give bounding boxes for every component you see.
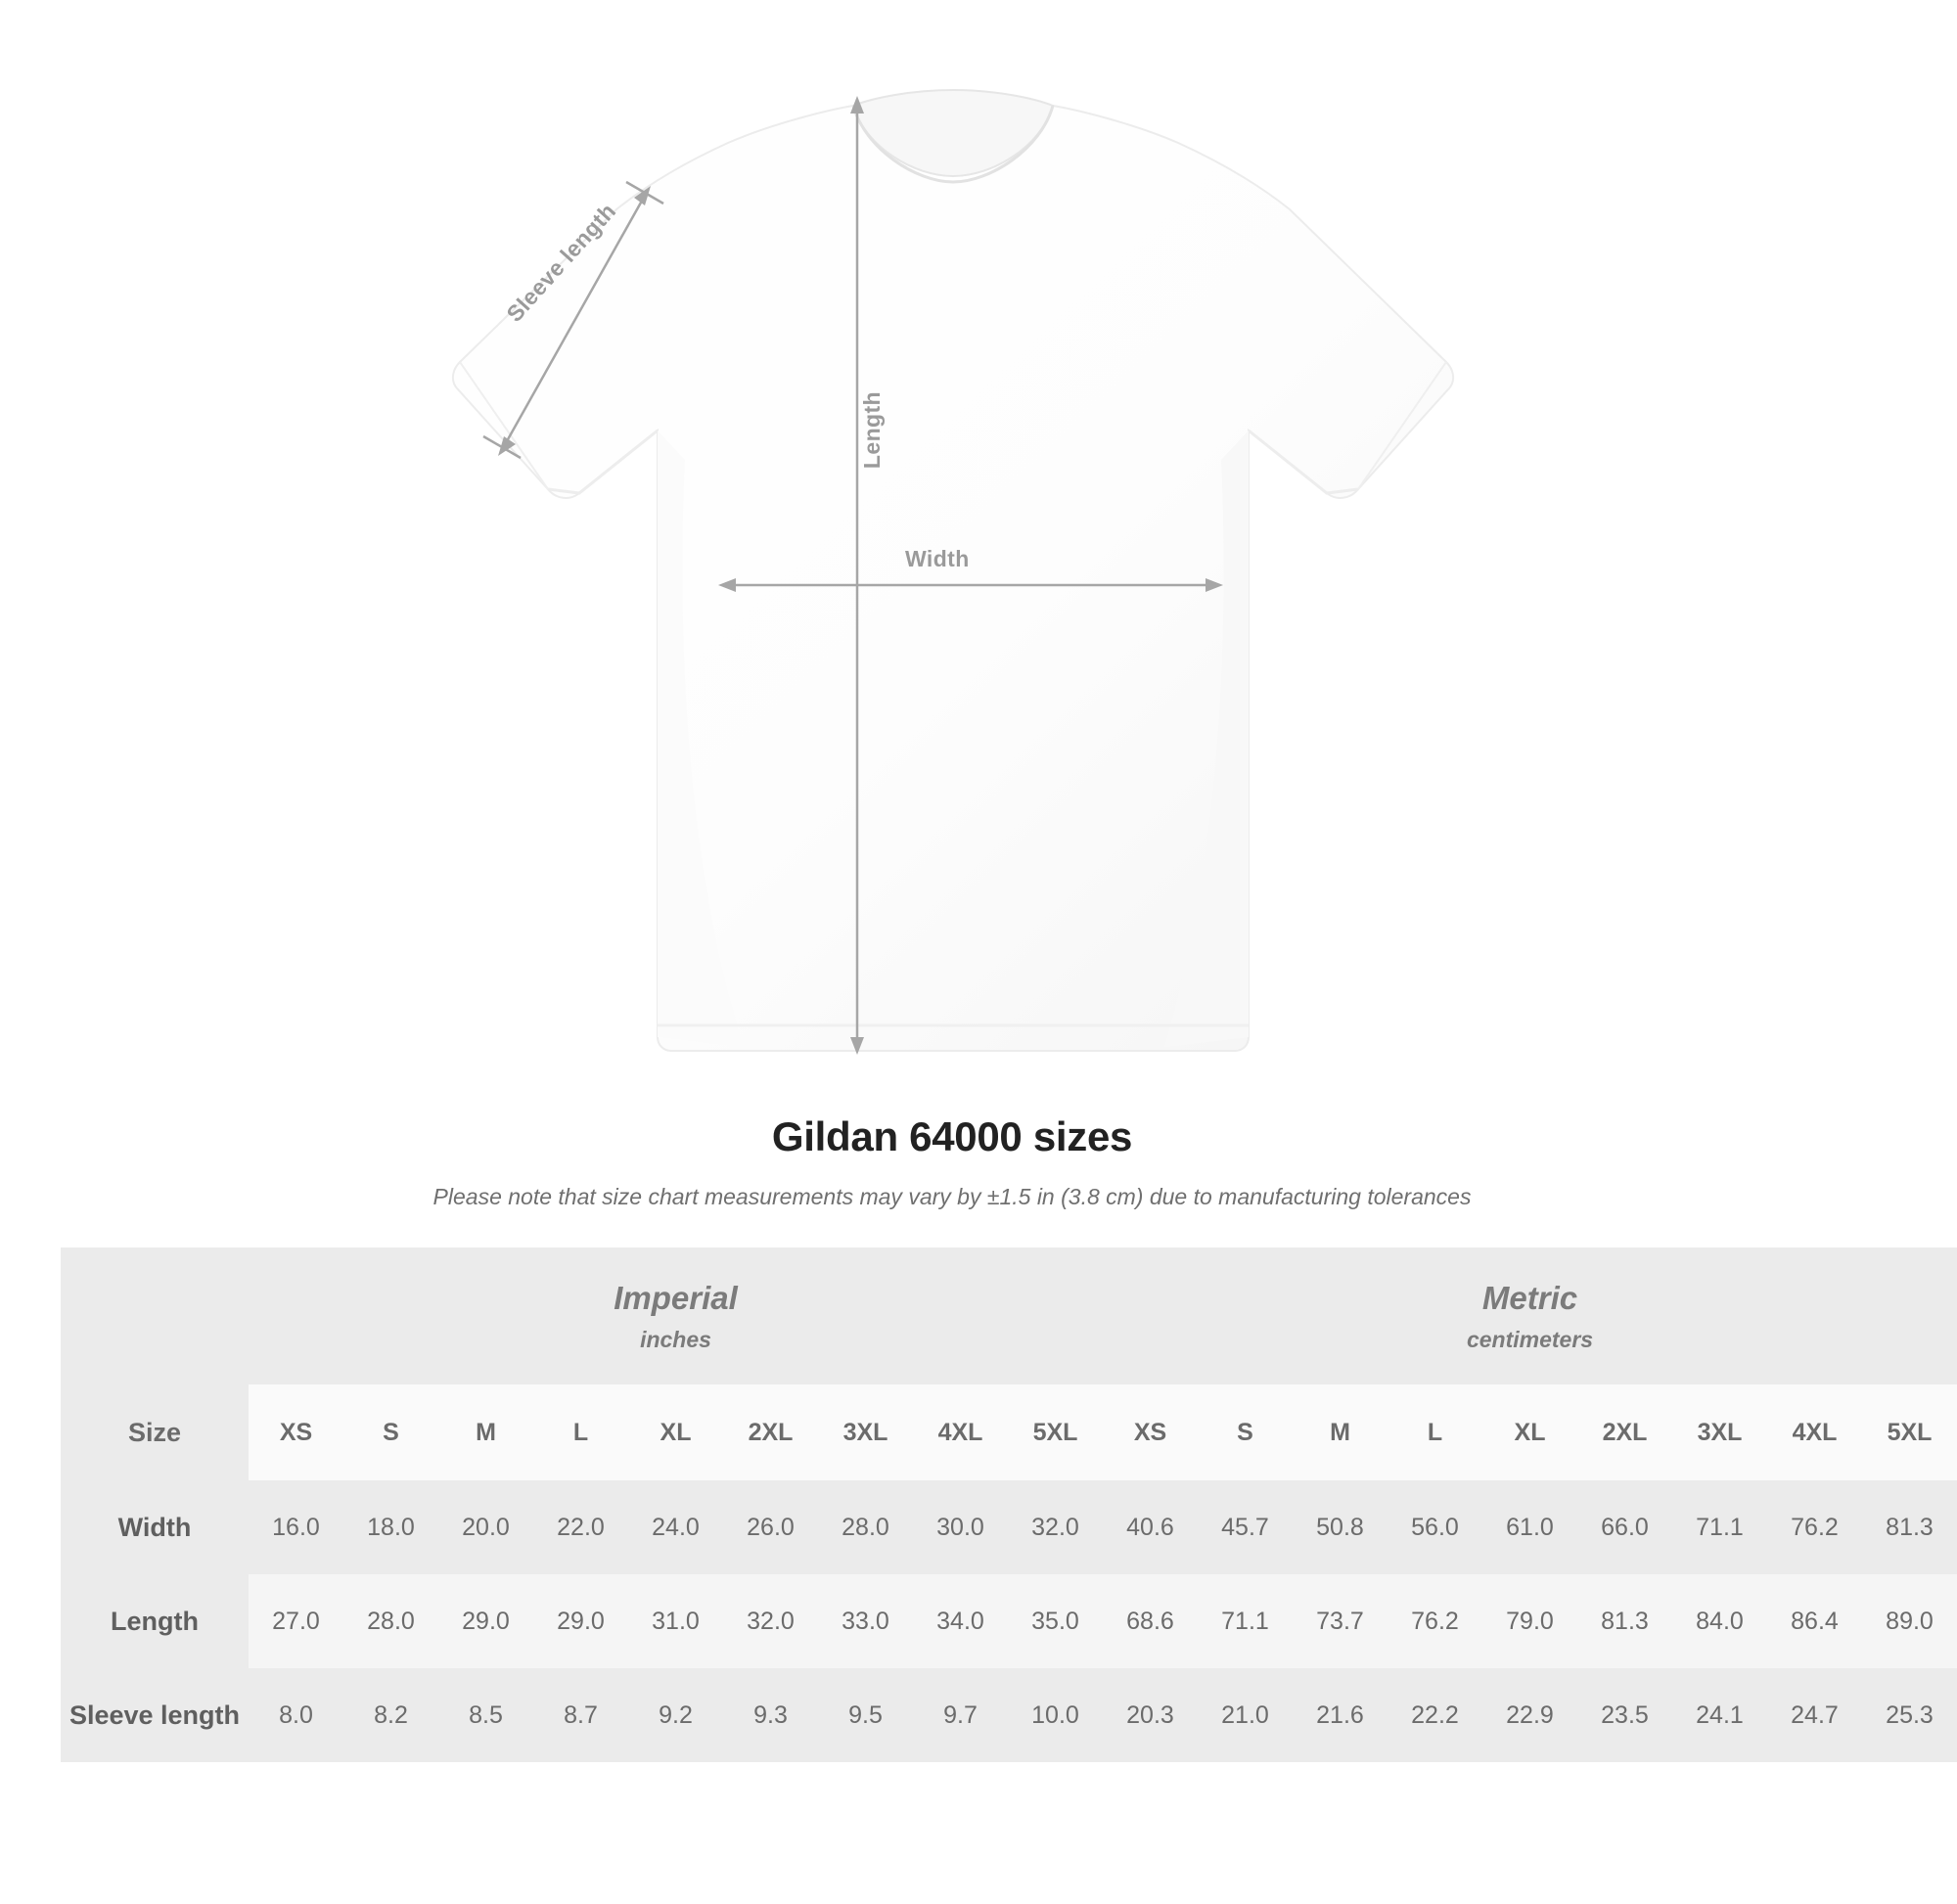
cell-sleeve-14: 23.5 <box>1577 1668 1672 1762</box>
cell-sleeve-12: 22.2 <box>1388 1668 1482 1762</box>
cell-width-3: 22.0 <box>533 1480 628 1574</box>
page-title: Gildan 64000 sizes <box>771 1113 1133 1159</box>
cell-sleeve-5: 9.3 <box>723 1668 818 1762</box>
cell-sleeve-4: 9.2 <box>628 1668 723 1762</box>
row-label-length: Length <box>61 1574 249 1668</box>
cell-length-6: 33.0 <box>818 1574 913 1668</box>
width-label: Width <box>905 546 970 571</box>
cell-sleeve-0: 8.0 <box>249 1668 343 1762</box>
cell-sleeve-9: 20.3 <box>1103 1668 1198 1762</box>
cell-width-14: 66.0 <box>1577 1480 1672 1574</box>
header-col-10: S <box>1198 1384 1293 1480</box>
imperial-sub: inches <box>640 1326 711 1352</box>
cell-sleeve-8: 10.0 <box>1008 1668 1103 1762</box>
cell-width-17: 81.3 <box>1862 1480 1957 1574</box>
cell-width-8: 32.0 <box>1008 1480 1103 1574</box>
metric-sub: centimeters <box>1466 1326 1594 1352</box>
header-col-2: M <box>438 1384 533 1480</box>
table-row <box>61 1574 1957 1668</box>
cell-length-1: 28.0 <box>343 1574 438 1668</box>
cell-sleeve-15: 24.1 <box>1672 1668 1767 1762</box>
cell-sleeve-2: 8.5 <box>438 1668 533 1762</box>
cell-sleeve-16: 24.7 <box>1767 1668 1862 1762</box>
header-col-9: XS <box>1103 1384 1198 1480</box>
unit-header-row <box>61 1247 1957 1384</box>
header-col-3: L <box>533 1384 628 1480</box>
cell-length-12: 76.2 <box>1388 1574 1482 1668</box>
row-label-width: Width <box>61 1480 249 1574</box>
cell-length-5: 32.0 <box>723 1574 818 1668</box>
size-table-wrapper <box>61 1247 1934 1762</box>
cell-width-6: 28.0 <box>818 1480 913 1574</box>
cell-width-16: 76.2 <box>1767 1480 1862 1574</box>
header-col-7: 4XL <box>913 1384 1008 1480</box>
header-col-8: 5XL <box>1008 1384 1103 1480</box>
unit-header-metric <box>1103 1247 1957 1384</box>
cell-sleeve-1: 8.2 <box>343 1668 438 1762</box>
cell-width-11: 50.8 <box>1293 1480 1388 1574</box>
sleeve-length-label: Sleeve length <box>501 198 621 327</box>
cell-width-12: 56.0 <box>1388 1480 1482 1574</box>
cell-width-10: 45.7 <box>1198 1480 1293 1574</box>
cell-width-9: 40.6 <box>1103 1480 1198 1574</box>
header-col-6: 3XL <box>818 1384 913 1480</box>
header-col-17: 5XL <box>1862 1384 1957 1480</box>
cell-length-11: 73.7 <box>1293 1574 1388 1668</box>
cell-length-2: 29.0 <box>438 1574 533 1668</box>
cell-sleeve-6: 9.5 <box>818 1668 913 1762</box>
cell-sleeve-13: 22.9 <box>1482 1668 1577 1762</box>
header-col-4: XL <box>628 1384 723 1480</box>
length-label: Length <box>859 391 885 470</box>
cell-length-14: 81.3 <box>1577 1574 1672 1668</box>
cell-length-13: 79.0 <box>1482 1574 1577 1668</box>
cell-width-7: 30.0 <box>913 1480 1008 1574</box>
table-row <box>61 1480 1957 1574</box>
cell-width-15: 71.1 <box>1672 1480 1767 1574</box>
cell-length-8: 35.0 <box>1008 1574 1103 1668</box>
cell-length-3: 29.0 <box>533 1574 628 1668</box>
header-col-5: 2XL <box>723 1384 818 1480</box>
cell-width-0: 16.0 <box>249 1480 343 1574</box>
header-col-16: 4XL <box>1767 1384 1862 1480</box>
size-table <box>61 1247 1957 1762</box>
metric-name: Metric <box>1481 1279 1578 1316</box>
title-block <box>0 1113 1904 1210</box>
row-label-sleeve-length: Sleeve length <box>61 1668 249 1762</box>
cell-length-7: 34.0 <box>913 1574 1008 1668</box>
tolerance-note: Please note that size chart measurements may vary by ±1.5 in (3.8 cm) due to manufacturing tolerances <box>432 1184 1472 1209</box>
cell-length-15: 84.0 <box>1672 1574 1767 1668</box>
header-col-12: L <box>1388 1384 1482 1480</box>
unit-header-spacer <box>61 1247 249 1384</box>
header-col-11: M <box>1293 1384 1388 1480</box>
cell-sleeve-3: 8.7 <box>533 1668 628 1762</box>
cell-sleeve-10: 21.0 <box>1198 1668 1293 1762</box>
unit-header-imperial <box>249 1247 1103 1384</box>
cell-length-0: 27.0 <box>249 1574 343 1668</box>
cell-sleeve-7: 9.7 <box>913 1668 1008 1762</box>
header-col-14: 2XL <box>1577 1384 1672 1480</box>
cell-length-9: 68.6 <box>1103 1574 1198 1668</box>
cell-length-17: 89.0 <box>1862 1574 1957 1668</box>
table-row <box>61 1668 1957 1762</box>
header-col-1: S <box>343 1384 438 1480</box>
size-header-row <box>61 1384 1957 1480</box>
imperial-name: Imperial <box>614 1279 738 1316</box>
cell-width-1: 18.0 <box>343 1480 438 1574</box>
cell-length-4: 31.0 <box>628 1574 723 1668</box>
cell-width-2: 20.0 <box>438 1480 533 1574</box>
header-col-15: 3XL <box>1672 1384 1767 1480</box>
cell-width-4: 24.0 <box>628 1480 723 1574</box>
cell-length-10: 71.1 <box>1198 1574 1293 1668</box>
header-col-0: XS <box>249 1384 343 1480</box>
cell-sleeve-17: 25.3 <box>1862 1668 1957 1762</box>
cell-length-16: 86.4 <box>1767 1574 1862 1668</box>
cell-sleeve-11: 21.6 <box>1293 1668 1388 1762</box>
cell-width-13: 61.0 <box>1482 1480 1577 1574</box>
cell-width-5: 26.0 <box>723 1480 818 1574</box>
header-col-13: XL <box>1482 1384 1577 1480</box>
header-size: Size <box>61 1384 249 1480</box>
